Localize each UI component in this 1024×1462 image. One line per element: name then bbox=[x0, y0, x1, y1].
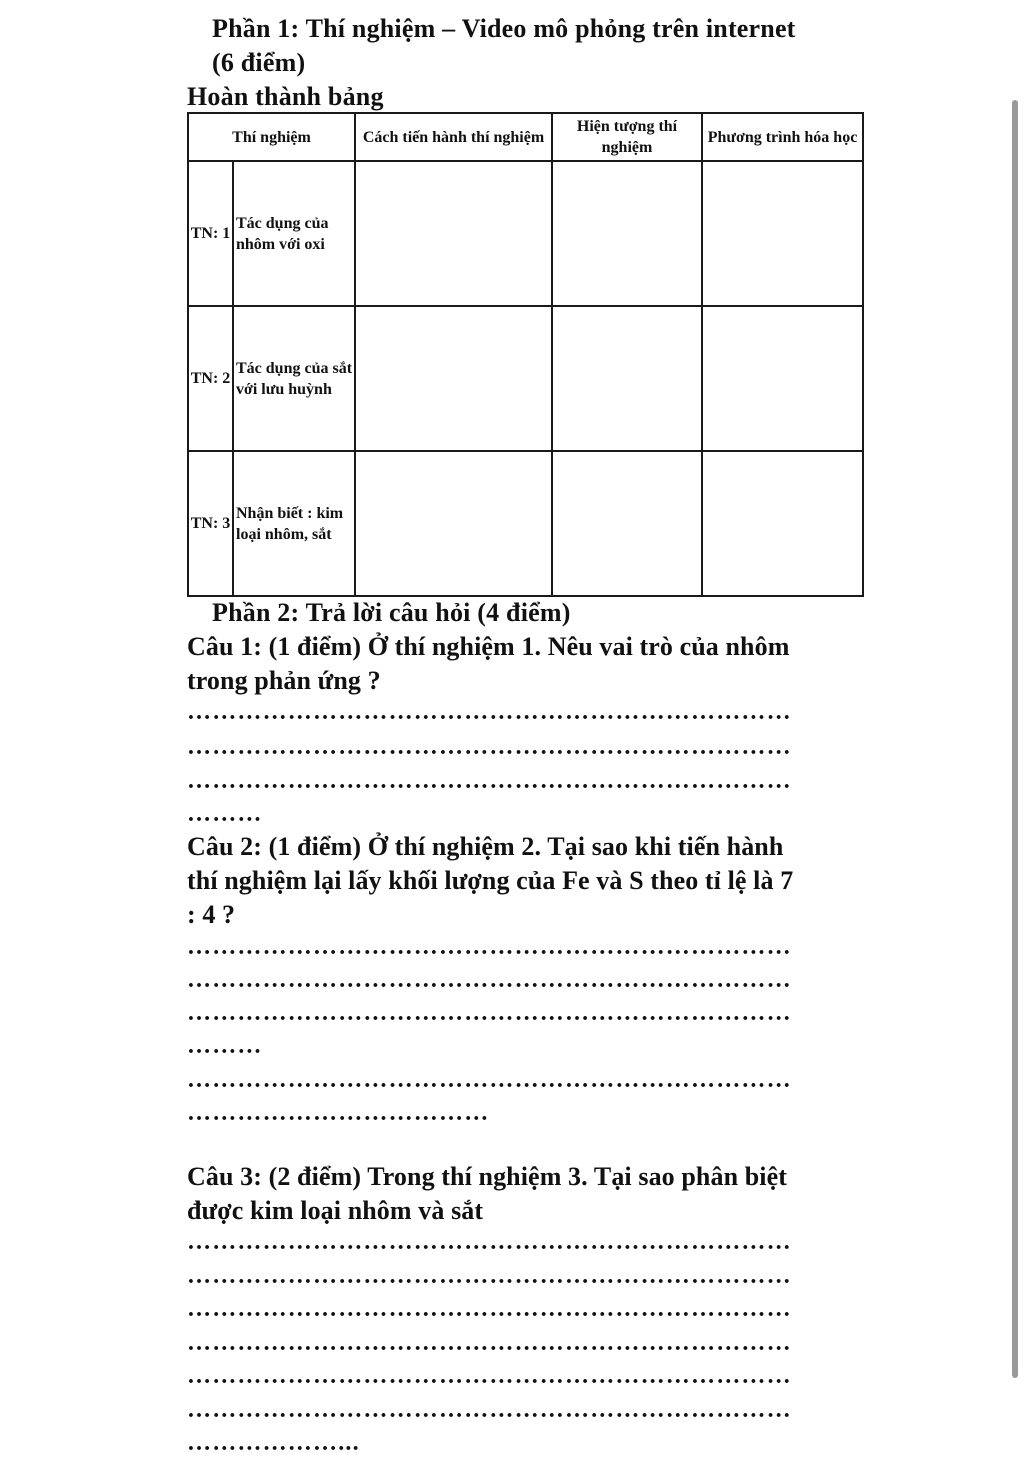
q1-line1: Câu 1: (1 điểm) Ở thí nghiệm 1. Nêu vai trò của nhôm bbox=[187, 632, 790, 661]
row-number: TN: 3 bbox=[188, 451, 233, 596]
q1-answer-line[interactable]: ……………………………………………………………… bbox=[187, 735, 792, 759]
row-number: TN: 2 bbox=[188, 306, 233, 451]
q2-answer-line[interactable]: ……… bbox=[187, 1034, 263, 1058]
q1-answer-line[interactable]: ……………………………………………………………… bbox=[187, 769, 792, 793]
row-experiment-name: Tác dụng của nhôm với oxi bbox=[233, 161, 355, 306]
procedure-cell[interactable] bbox=[355, 451, 552, 596]
row-number: TN: 1 bbox=[188, 161, 233, 306]
q2-line1: Câu 2: (1 điểm) Ở thí nghiệm 2. Tại sao khi tiến hành bbox=[187, 832, 784, 861]
q3-answer-line[interactable]: ………………... bbox=[187, 1431, 360, 1455]
table-row bbox=[188, 161, 863, 306]
q2-answer-line[interactable]: ……………………………………………………………… bbox=[187, 1001, 792, 1025]
procedure-cell[interactable] bbox=[355, 161, 552, 306]
q3-answer-line[interactable]: ……………………………………………………………… bbox=[187, 1230, 792, 1254]
table-instruction: Hoàn thành bảng bbox=[187, 82, 384, 111]
row-experiment-name: Tác dụng của sắt với lưu huỳnh bbox=[233, 306, 355, 451]
q3-answer-line[interactable]: ……………………………………………………………… bbox=[187, 1364, 792, 1388]
q3-line1: Câu 3: (2 điểm) Trong thí nghiệm 3. Tại sao phân biệt bbox=[187, 1162, 788, 1191]
table-header-row bbox=[188, 113, 863, 161]
q2-answer-line[interactable]: ……………………………… bbox=[187, 1101, 490, 1125]
equation-cell[interactable] bbox=[702, 306, 863, 451]
header-procedure: Cách tiến hành thí nghiệm bbox=[355, 113, 552, 161]
q1-answer-line[interactable]: ……… bbox=[187, 802, 263, 826]
table-row bbox=[188, 451, 863, 596]
phenomenon-cell[interactable] bbox=[552, 161, 702, 306]
q3-line2: được kim loại nhôm và sắt bbox=[187, 1196, 484, 1225]
header-phenomenon: Hiện tượng thí nghiệm bbox=[552, 113, 702, 161]
experiment-table bbox=[187, 112, 864, 597]
equation-cell[interactable] bbox=[702, 161, 863, 306]
q2-line2: thí nghiệm lại lấy khối lượng của Fe và S theo tỉ lệ là 7 bbox=[187, 866, 794, 895]
q3-answer-line[interactable]: ……………………………………………………………… bbox=[187, 1331, 792, 1355]
part1-title-line1: Phần 1: Thí nghiệm – Video mô phỏng trên internet bbox=[212, 14, 796, 43]
phenomenon-cell[interactable] bbox=[552, 306, 702, 451]
table-row bbox=[188, 306, 863, 451]
q3-answer-line[interactable]: ……………………………………………………………… bbox=[187, 1297, 792, 1321]
part1-title-line2: (6 điểm) bbox=[212, 48, 306, 77]
q1-line2: trong phản ứng ? bbox=[187, 666, 381, 695]
q2-answer-line[interactable]: ……………………………………………………………… bbox=[187, 1068, 792, 1092]
q2-answer-line[interactable]: ……………………………………………………………… bbox=[187, 935, 792, 959]
part2-title: Phần 2: Trả lời câu hỏi (4 điểm) bbox=[212, 598, 571, 627]
q3-answer-line[interactable]: ……………………………………………………………… bbox=[187, 1398, 792, 1422]
header-experiment: Thí nghiệm bbox=[188, 113, 355, 161]
equation-cell[interactable] bbox=[702, 451, 863, 596]
phenomenon-cell[interactable] bbox=[552, 451, 702, 596]
q2-line3: : 4 ? bbox=[187, 900, 236, 929]
q2-answer-line[interactable]: ……………………………………………………………… bbox=[187, 968, 792, 992]
procedure-cell[interactable] bbox=[355, 306, 552, 451]
q3-answer-line[interactable]: ……………………………………………………………… bbox=[187, 1264, 792, 1288]
scrollbar-thumb[interactable] bbox=[1012, 100, 1018, 1378]
header-equation: Phương trình hóa học bbox=[702, 113, 863, 161]
q1-answer-line[interactable]: ……………………………………………………………… bbox=[187, 700, 792, 724]
row-experiment-name: Nhận biết : kim loại nhôm, sắt bbox=[233, 451, 355, 596]
